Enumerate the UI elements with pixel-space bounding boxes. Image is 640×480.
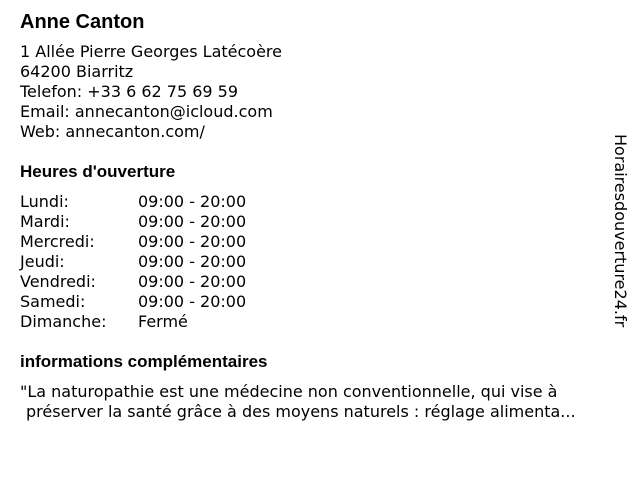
hours-row-thursday <box>20 252 610 272</box>
hours-time: 09:00 - 20:00 <box>138 272 247 291</box>
phone-line: Telefon: +33 6 62 75 69 59 <box>20 82 239 101</box>
hours-day: Mardi: <box>20 212 70 231</box>
hours-time: 09:00 - 20:00 <box>138 192 247 211</box>
hours-time: 09:00 - 20:00 <box>138 252 247 271</box>
hours-day: Dimanche: <box>20 312 107 331</box>
address-line-1: 1 Allée Pierre Georges Latécoère <box>20 42 282 61</box>
hours-time: Fermé <box>138 312 188 331</box>
hours-row-friday <box>20 272 610 292</box>
hours-day: Samedi: <box>20 292 86 311</box>
web-line: Web: annecanton.com/ <box>20 122 205 141</box>
hours-table <box>20 192 610 332</box>
hours-time: 09:00 - 20:00 <box>138 212 247 231</box>
hours-time: 09:00 - 20:00 <box>138 232 247 251</box>
info-title: informations complémentaires <box>20 352 268 371</box>
hours-day: Lundi: <box>20 192 69 211</box>
email-line: Email: annecanton@icloud.com <box>20 102 273 121</box>
business-name: Anne Canton <box>20 11 145 33</box>
hours-day: Mercredi: <box>20 232 95 251</box>
hours-day: Vendredi: <box>20 272 96 291</box>
info-text-line-2: préserver la santé grâce à des moyens naturels : réglage alimenta... <box>26 402 576 421</box>
hours-row-wednesday <box>20 232 610 252</box>
hours-row-tuesday <box>20 212 610 232</box>
hours-row-sunday <box>20 312 610 332</box>
hours-row-saturday <box>20 292 610 312</box>
info-text-line-1: "La naturopathie est une médecine non conventionnelle, qui vise à <box>20 382 558 401</box>
hours-time: 09:00 - 20:00 <box>138 292 247 311</box>
hours-row-monday <box>20 192 610 212</box>
watermark-text: Horairesdouverture24.fr <box>611 134 630 328</box>
business-card <box>20 10 610 422</box>
address-line-2: 64200 Biarritz <box>20 62 134 81</box>
hours-day: Jeudi: <box>20 252 65 271</box>
hours-title: Heures d'ouverture <box>20 162 176 181</box>
